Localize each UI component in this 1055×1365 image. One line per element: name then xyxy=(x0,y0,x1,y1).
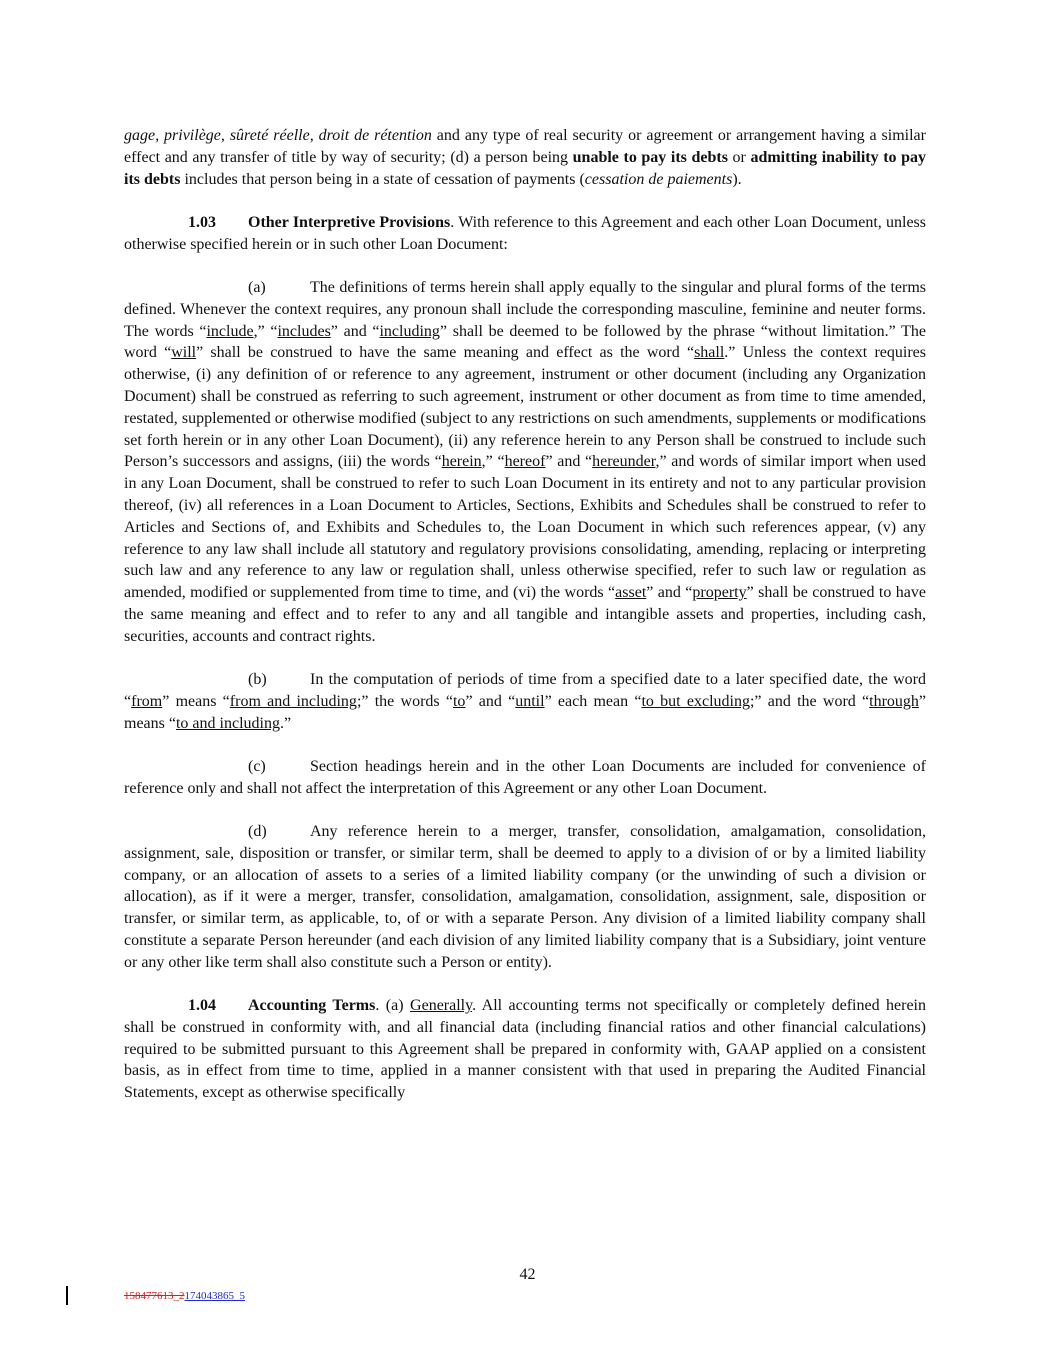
item-label: (a) xyxy=(248,278,266,296)
continuation-paragraph xyxy=(124,125,926,190)
text-run: . All accounting terms not specifically or completely defined herein shall be construed in conformity with, and all financial data (including financial ratios and other financial calculations) required to be submitted pursuant to this Agreement shall be prepared in conformity with, GAAP applied on a consistent basis, as in effect from time to time, applied in a manner consistent with that used in preparing the Audited Financial Statements, except as otherwise specifically xyxy=(124,997,927,1102)
section-1-03-item-b xyxy=(124,669,926,734)
text-run: to xyxy=(452,692,466,710)
text-run: ,” “ xyxy=(253,322,278,340)
text-run: ). xyxy=(732,170,742,188)
text-run: Accounting Terms xyxy=(248,997,376,1015)
text-run: until xyxy=(515,692,545,710)
section-number: 1.03 xyxy=(188,213,216,231)
text-run: from xyxy=(131,692,163,710)
item-text xyxy=(124,279,926,645)
text-run: from and including xyxy=(229,692,357,710)
text-run: including xyxy=(379,322,440,340)
text-run: through xyxy=(869,692,919,710)
text-run: to but excluding xyxy=(641,692,750,710)
text-run: ” shall be construed to have the same meaning and effect and to refer to any and all tangible and intangible assets and properties, including cash, securities, accounts and contract rights. xyxy=(124,584,927,645)
text-run: ” shall be deemed to be followed by the phrase “without limitation.” The word “ xyxy=(124,322,927,362)
text-run: ;” the words “ xyxy=(356,692,453,710)
item-text xyxy=(124,758,926,797)
document-id-inserted: 174043865_5 xyxy=(184,1290,245,1302)
text-run: Section headings herein and in the other Loan Documents are included for convenience of reference only and shall not affect the interpretation of this Agreement or any other Loan Document. xyxy=(124,757,926,797)
text-run: hereunder xyxy=(592,453,656,471)
document-id-deleted: 158477613_2 xyxy=(124,1290,185,1302)
text-run: herein xyxy=(441,453,482,471)
text-run: ” each mean “ xyxy=(544,692,642,710)
text-run: includes that person being in a state of cessation of payments ( xyxy=(180,170,585,188)
text-run: . (a) xyxy=(375,997,411,1015)
text-run: includes xyxy=(277,322,331,340)
text-run: ,” “ xyxy=(481,453,505,471)
section-number: 1.04 xyxy=(188,997,216,1015)
text-run: include xyxy=(206,322,254,340)
section-1-03-heading xyxy=(124,212,926,256)
text-run: gage, privilège, sûreté réelle, droit de rétention xyxy=(124,127,432,144)
text-run: In the computation of periods of time from a specified date to a later specified date, the word “ xyxy=(124,671,926,710)
text-run: ” shall be construed to have the same meaning and effect as the word “ xyxy=(196,344,695,362)
section-1-03-item-c xyxy=(124,756,926,800)
text-run: ” and “ xyxy=(330,322,380,340)
text-run: unable to pay its debts xyxy=(572,148,728,166)
item-text xyxy=(124,671,926,732)
revision-change-bar xyxy=(66,1286,68,1305)
section-1-04-heading xyxy=(124,995,926,1104)
item-label: (c) xyxy=(248,757,266,775)
text-run: The definitions of terms herein shall apply equally to the singular and plural forms of the terms defined. Whenever the context requires, any pronoun shall include the corresponding masculine, feminine and neuter forms. The words “ xyxy=(124,278,926,340)
text-run: asset xyxy=(615,584,647,602)
text-run: Generally xyxy=(410,997,473,1015)
section-1-03-item-a xyxy=(124,277,926,648)
text-run: Any reference herein to a merger, transfer, consolidation, amalgamation, consolidation, assignment, sale, disposition or transfer, or similar term, shall be deemed to apply to a division of or by a limited liability company, or an allocation of assets to a series of a limited liability company (or the unwinding of such a division or allocation), as if it were a merger, transfer, consolidation, amalgamation, consolidation, assignment, sale, disposition or transfer, or similar term, as applicable, to, of or with a separate Person. Any division of a limited liability company shall constitute a separate Person hereunder (and each division of any limited liability company that is a Subsidiary, joint venture or any other like term shall also constitute such a Person or entity). xyxy=(124,823,926,971)
text-run: ” and “ xyxy=(646,584,693,602)
item-label: (b) xyxy=(248,671,267,689)
text-run: Other Interpretive Provisions xyxy=(248,213,451,231)
text-run: ” and “ xyxy=(545,453,593,471)
text-run: will xyxy=(171,344,197,362)
text-run: .” xyxy=(279,714,292,732)
text-run: ” means “ xyxy=(124,692,927,732)
text-run: shall xyxy=(694,344,725,362)
document-id xyxy=(124,1290,245,1302)
document-page xyxy=(124,125,926,1126)
text-run: cessation de paiements xyxy=(584,170,733,188)
text-run: or xyxy=(727,148,751,166)
page-number: 42 xyxy=(519,1266,536,1283)
text-run: ” and “ xyxy=(465,692,516,710)
text-run: property xyxy=(692,584,747,602)
text-run: hereof xyxy=(504,453,546,471)
text-run: and any type of real security or agreement or arrangement having a similar effect and any transfer of title by way of security; (d) a person being xyxy=(124,127,926,166)
item-text xyxy=(124,823,926,971)
text-run: .” Unless the context requires otherwise, (i) any definition of or reference to any agreement, instrument or other document (including any Organization Document) shall be construed as referring to such agreement, instrument or other document as from time to time amended, restated, supplemented or otherwise modified (subject to any restrictions on such amendments, supplements or modifications set forth herein or in any other Loan Document), (ii) any reference herein to any Person shall be construed to include such Person’s successors and assigns, (iii) the words “ xyxy=(124,344,927,471)
item-label: (d) xyxy=(248,823,267,841)
text-run: to and including xyxy=(175,714,280,732)
text-run: admitting inability to pay its debts xyxy=(124,148,927,188)
text-run: ” means “ xyxy=(162,692,230,710)
section-1-03-item-d xyxy=(124,821,926,974)
text-run: ,” and words of similar import when used in any Loan Document, shall be construed to refer to such Loan Document in its entirety and not to any particular provision thereof, (iv) all references in a Loan Document to Articles, Sections, Exhibits and Schedules shall be construed to refer to Articles and Sections of, and Exhibits and Schedules to, the Loan Document in which such references appear, (v) any reference to any law shall include all statutory and regulatory provisions consolidating, amending, replacing or interpreting such law and any reference to any law or regulation shall, unless otherwise specified, refer to such law or regulation as amended, modified or supplemented from time to time, and (vi) the words “ xyxy=(124,453,927,602)
text-run: . With reference to this Agreement and each other Loan Document, unless otherwise specified herein or in such other Loan Document: xyxy=(124,213,926,253)
text-run: ;” and the word “ xyxy=(749,692,870,710)
